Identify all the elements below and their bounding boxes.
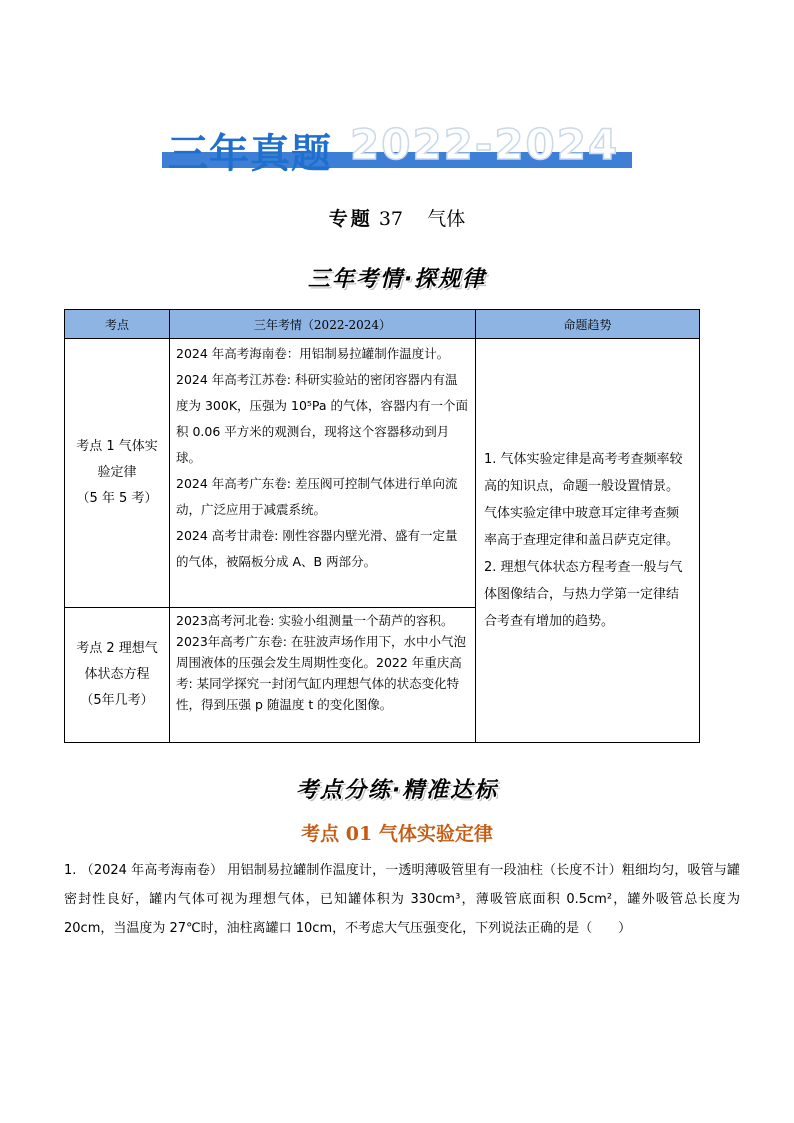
kaoqing-item: 2024 年高考广东卷: 差压阀可控制气体进行单向流动，广泛应用于减震系统。 xyxy=(176,476,458,517)
kaodian-line: （5 年 5 考） xyxy=(76,491,158,506)
kaoqing-cell xyxy=(170,339,476,608)
kaodian-01-title: 考点 01 气体实验定律 xyxy=(301,823,493,845)
kaodian-line: 考点 2 理想气 xyxy=(76,641,158,656)
kaodian-line: （5年几考） xyxy=(80,693,154,708)
kaodian-cell xyxy=(65,608,170,743)
topic-heading xyxy=(0,204,794,231)
kaodian-line: 验定律 xyxy=(97,465,137,480)
kaoqing-item: 2023高考河北卷: 实验小组测量一个葫芦的容积。 xyxy=(176,613,454,628)
table-header-row xyxy=(65,310,700,339)
kaodian-cell xyxy=(65,339,170,608)
trend-item: 2. 理想气体状态方程考查一般与气体图像结合，与热力学第一定律结合考查有增加的趋势。 xyxy=(484,560,683,629)
topic-lead: 专题 xyxy=(328,208,373,230)
question-text: 1. （2024 年高考海南卷） 用铝制易拉罐制作温度计，一透明薄吸管里有一段油柱（长度不计）粗细均匀，吸管与罐密封性良好，罐内气体可视为理想气体，已知罐体积为 330cm³，薄吸管底面积 0.5cm²，罐外吸管总长度为 20cm，当温度为 27℃时，油柱离罐口 10cm，不考虑大气压强变化，下列说法正确的是（ ） xyxy=(64,863,740,936)
table-row xyxy=(65,339,700,608)
header-trend: 命题趋势 xyxy=(476,310,700,339)
kaodian-line: 考点 1 气体实 xyxy=(76,439,158,454)
header-kaoqing: 三年考情（2022-2024） xyxy=(170,310,476,339)
topic-name: 气体 xyxy=(427,208,466,230)
question-1 xyxy=(64,856,740,943)
section-title-trends: 三年考情·探规律 xyxy=(307,267,487,292)
trend-cell xyxy=(476,339,700,743)
banner-title: 三年真题 xyxy=(168,131,332,177)
kaoqing-cell xyxy=(170,608,476,743)
exam-analysis-table xyxy=(64,309,700,743)
trend-item: 1. 气体实验定律是高考考查频率较高的知识点，命题一般设置情景。气体实验定律中玻意耳定律考查频率高于查理定律和盖吕萨克定律。 xyxy=(484,452,683,548)
kaoqing-item: 2024 高考甘肃卷: 刚性容器内壁光滑、盛有一定量的气体，被隔板分成 A、B 两部分。 xyxy=(176,528,458,569)
kaodian-line: 体状态方程 xyxy=(84,667,150,682)
kaoqing-item: 2023年高考广东卷: 在驻波声场作用下，水中小气泡周围液体的压强会发生周期性变化。2022 年重庆高考: 某同学探究一封闭气缸内理想气体的状态变化特性，得到压强 p 随温度 t 的变化图像。 xyxy=(176,634,466,712)
kaoqing-item: 2024 年高考海南卷：用铝制易拉罐制作温度计。 xyxy=(176,346,450,361)
kaoqing-item: 2024 年高考江苏卷: 科研实验站的密闭容器内有温度为 300K，压强为 10⁵Pa 的气体，容器内有一个面积 0.06 平方米的观测台，现将这个容器移动到月球。 xyxy=(176,372,469,465)
banner-years: 2022-2024 xyxy=(350,120,620,169)
topic-number: 37 xyxy=(378,208,404,230)
header-banner xyxy=(160,118,635,177)
section-title-practice: 考点分练·精准达标 xyxy=(295,778,499,803)
header-kaodian: 考点 xyxy=(65,310,170,339)
